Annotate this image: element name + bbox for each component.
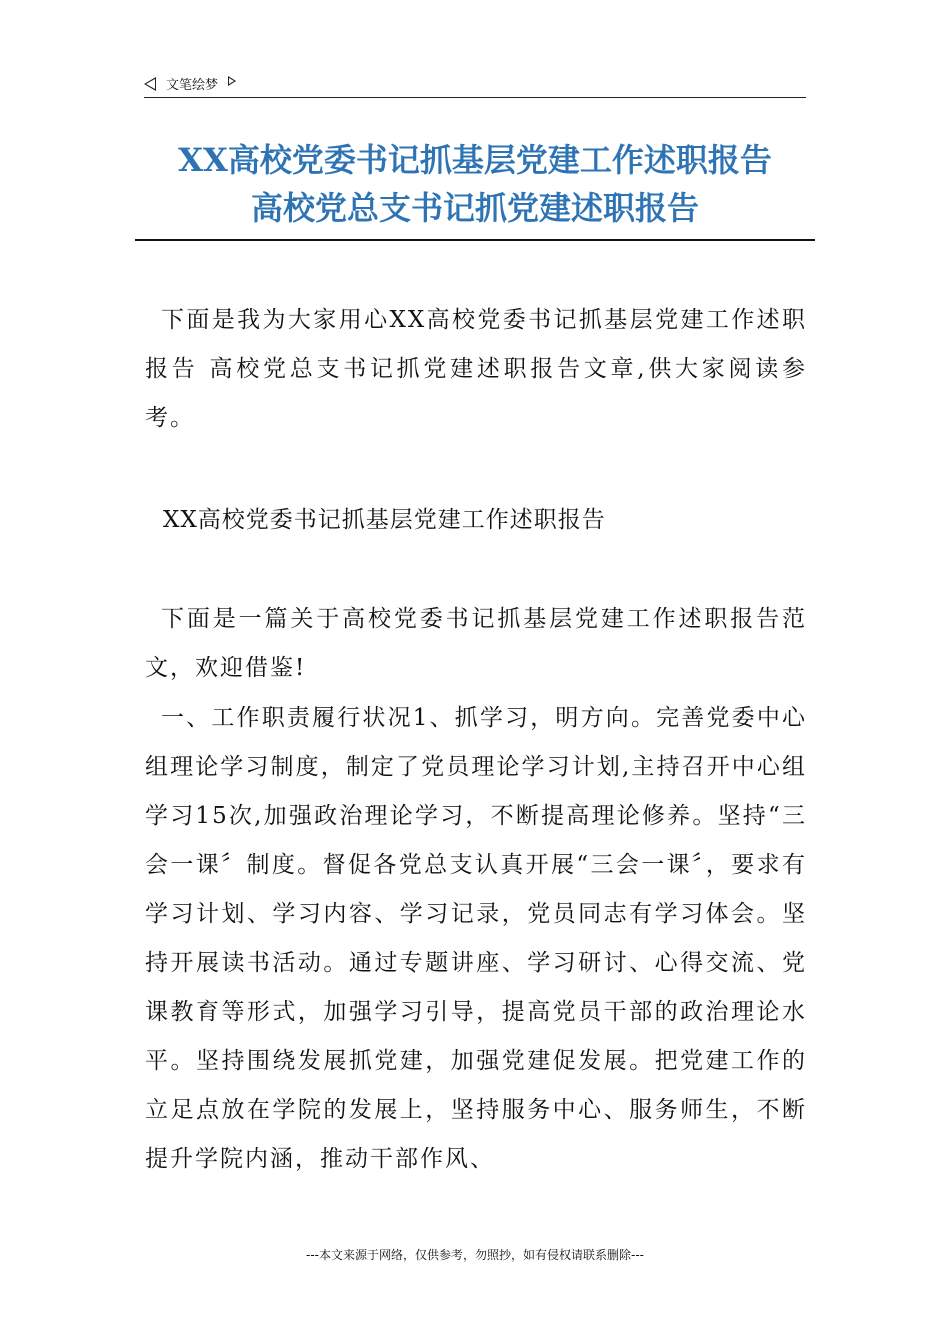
document-title: [135, 136, 815, 232]
footer-disclaimer: ---本文来源于网络，仅供参考，勿照抄，如有侵权请联系删除---: [306, 1248, 644, 1262]
header-divider: [144, 97, 806, 98]
title-line-1: XX高校党委书记抓基层党建工作述职报告: [178, 141, 772, 179]
lead-paragraph: 下面是一篇关于高校党委书记抓基层党建工作述职报告范文，欢迎借鉴!: [145, 606, 807, 681]
triangle-left-icon: [144, 77, 156, 91]
body-paragraph: 一、工作职责履行状况1、抓学习，明方向。完善党委中心组理论学习制度，制定了党员理论学习计划,主持召开中心组学习15次,加强政治理论学习，不断提高理论修养。坚持“三会一课〞制度。督促各党总支认真开展“三会一课〞，要求有学习计划、学习内容、学习记录，党员同志有学习体会。坚持开展读书活动。通过专题讲座、学习研讨、心得交流、党课教育等形式，加强学习引导，提高党员干部的政治理论水平。坚持围绕发展抓党建，加强党建促发展。把党建工作的立足点放在学院的发展上，坚持服务中心、服务师生，不断提升学院内涵，推动干部作风、: [145, 705, 807, 1172]
intro-paragraph: 下面是我为大家用心XX高校党委书记抓基层党建工作述职报告 高校党总支书记抓党建述职报告文章,供大家阅读参考。: [145, 307, 807, 431]
title-divider: [135, 239, 815, 241]
brand-name: 文笔绘梦: [166, 78, 219, 93]
title-line-2: 高校党总支书记抓党建述职报告: [250, 189, 699, 227]
section-subtitle: XX高校党委书记抓基层党建工作述职报告: [163, 507, 606, 533]
header-brand: [144, 74, 236, 93]
triangle-right-icon: [228, 76, 236, 86]
